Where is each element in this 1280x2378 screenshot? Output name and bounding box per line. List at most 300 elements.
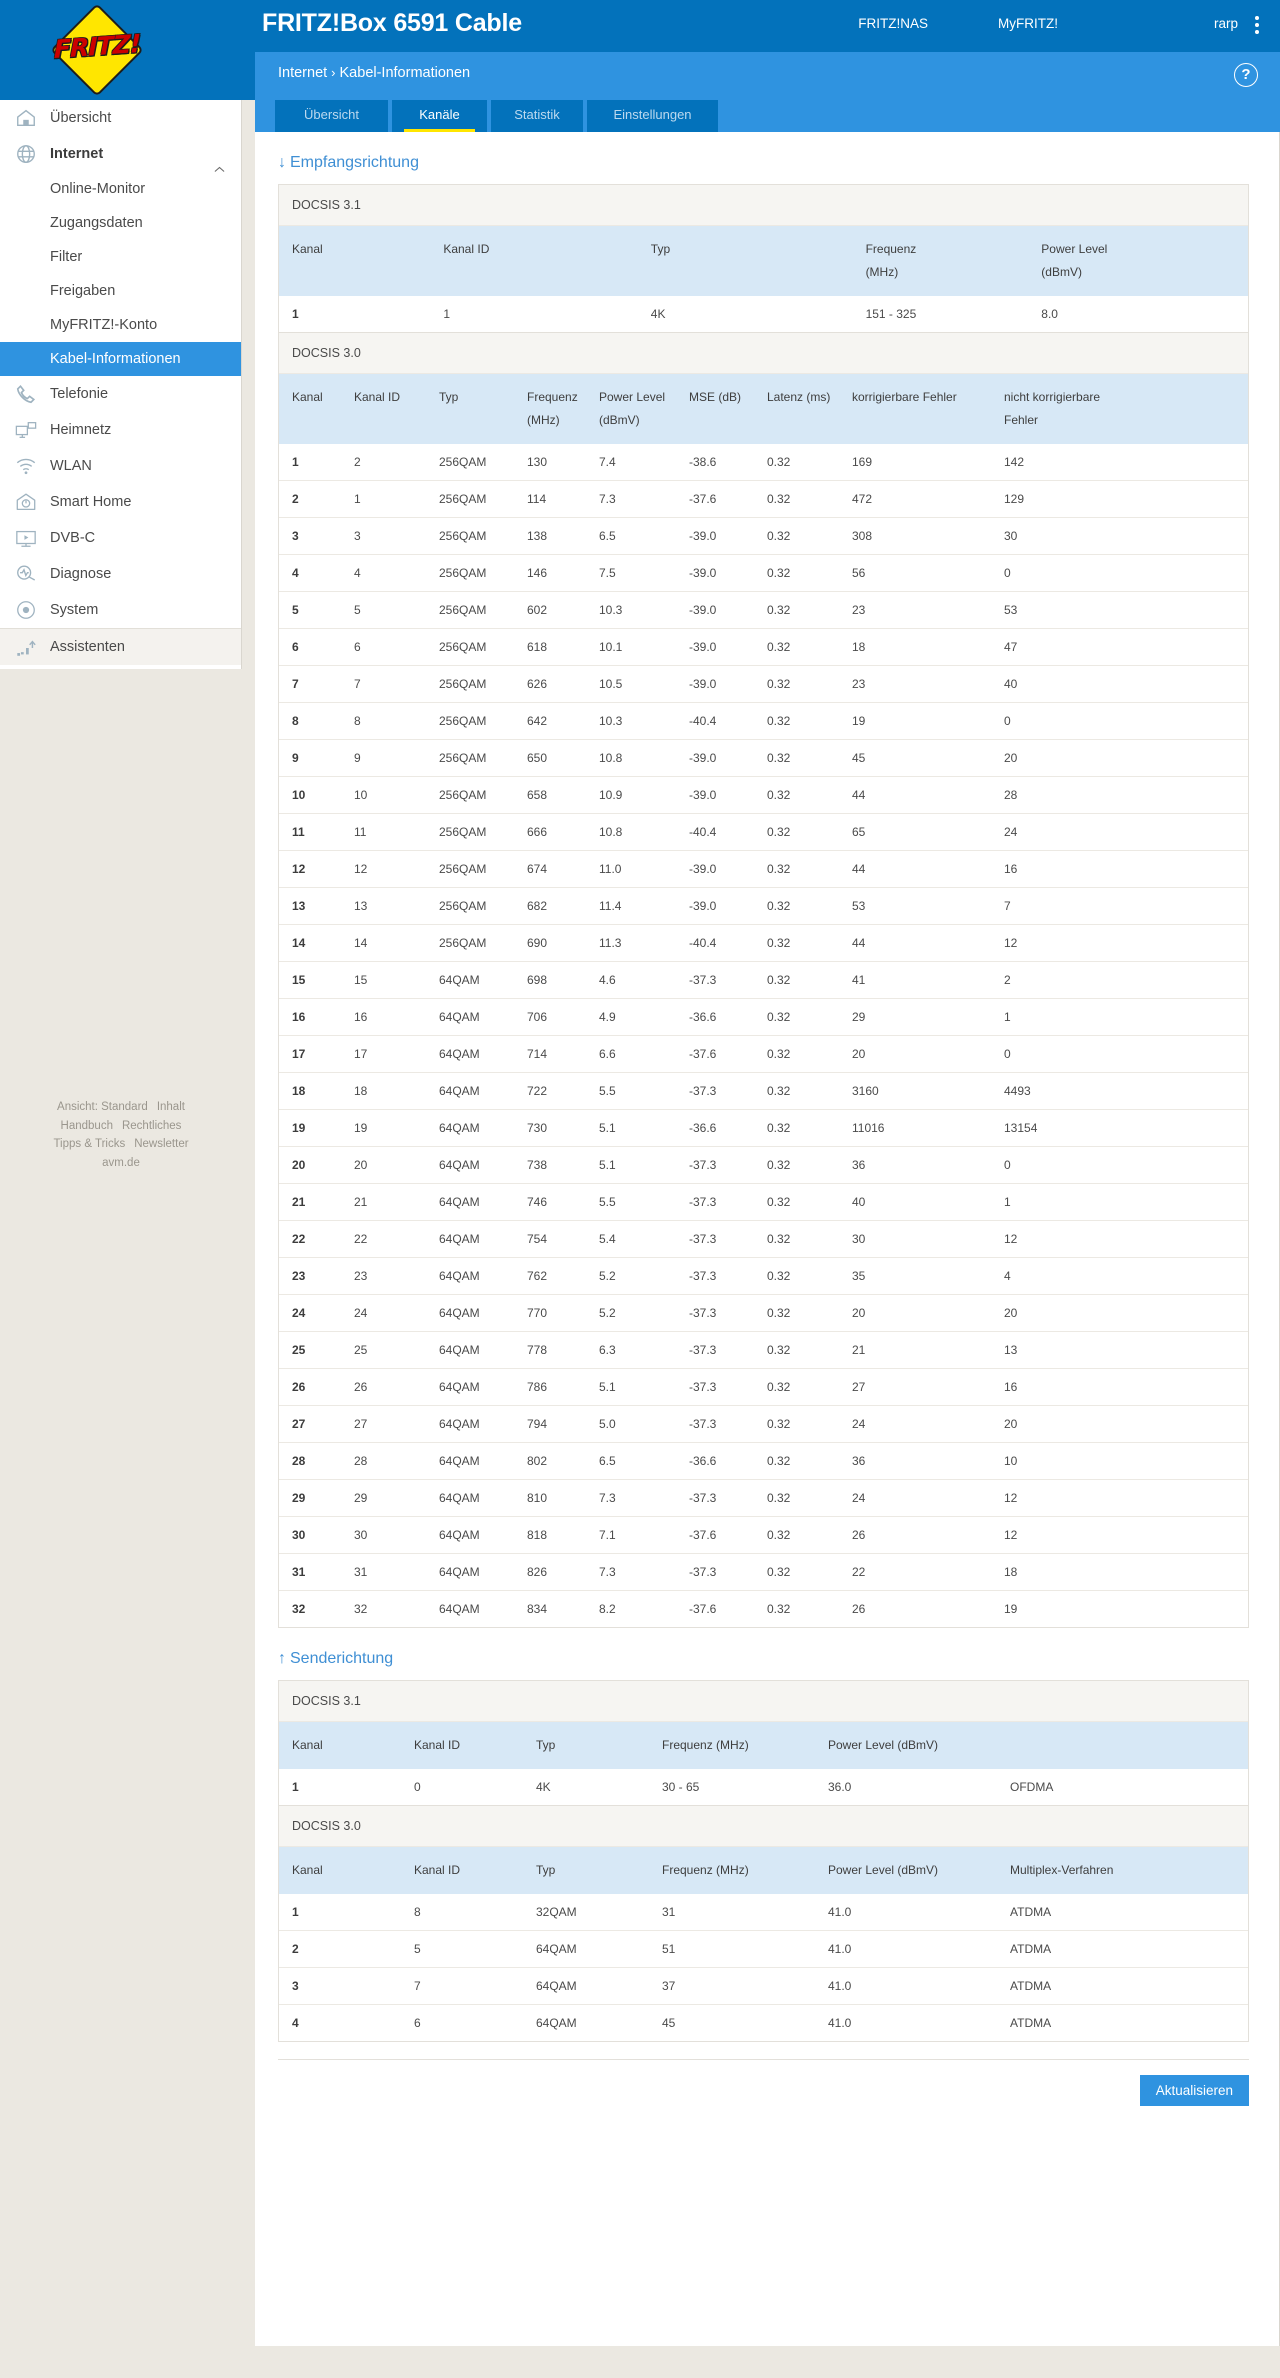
table-row [279,962,1248,999]
cell-channel: 26 [279,1369,341,1406]
chevron-up-icon[interactable] [214,151,225,158]
table-cell: 10.5 [586,666,676,703]
table-cell: OFDMA [1010,1780,1054,1794]
arrow-down-icon: ↓ [278,154,286,171]
table-cell: 15 [341,962,426,999]
cell-channel: 14 [279,925,341,962]
table-row [279,777,1248,814]
cell-channel: 15 [279,962,341,999]
table-cell: 618 [514,629,586,666]
refresh-button[interactable]: Aktualisieren [1140,2075,1249,2106]
sidebar-item-kabel-informationen[interactable]: Kabel-Informationen [0,342,241,376]
table-cell: 44 [839,851,991,888]
magnifier-icon [15,563,37,585]
table-header-row [279,1847,1248,1894]
table-cell: -37.3 [676,1295,754,1332]
table-cell: 5.2 [586,1258,676,1295]
table-cell: 13 [991,1332,1248,1369]
tab-einstellungen[interactable]: Einstellungen [587,100,718,132]
table-row [279,1073,1248,1110]
table-cell: 51 [649,1931,815,1968]
column-header [523,1722,649,1769]
arrow-up-icon: ↑ [278,1650,286,1667]
cell-channel: 9 [279,740,341,777]
table-cell: 10.8 [586,814,676,851]
table-cell: 18 [839,629,991,666]
tab-bar [255,100,1280,132]
sidebar-item-zugangsdaten[interactable]: Zugangsdaten [50,215,143,231]
table-cell: 0 [991,703,1248,740]
table-body [279,1769,1248,1805]
table-cell: 64QAM [426,1480,514,1517]
table-cell: -37.6 [676,1036,754,1073]
table-cell: 690 [514,925,586,962]
column-header [649,1722,815,1769]
table-cell: 0.32 [754,1332,839,1369]
tab-kanaele[interactable]: Kanäle [392,100,487,132]
table-cell: 16 [991,1369,1248,1406]
table-cell: -37.6 [676,1517,754,1554]
column-header [754,374,839,444]
kebab-dot [1255,16,1259,20]
footer-view-label[interactable]: Ansicht: Standard [57,1101,148,1113]
table-cell: 53 [839,888,991,925]
table-cell: 0.32 [754,1110,839,1147]
breadcrumb [278,65,470,81]
table-cell: 0.32 [754,851,839,888]
table-cell: 6.3 [586,1332,676,1369]
main-content [255,132,1280,2346]
sidebar-item-telefonie[interactable] [0,376,241,412]
cell-channel: 6 [279,629,341,666]
table-cell: 0.32 [754,1221,839,1258]
table-cell: -39.0 [676,666,754,703]
table-cell: 256QAM [426,629,514,666]
table-cell: 834 [527,1602,548,1616]
table-cell: 37 [649,1968,815,2005]
column-header-line1: Kanal ID [414,1738,461,1752]
cell-channel: 18 [279,1073,341,1110]
table-cell: 64QAM [426,1554,514,1591]
phone-icon [15,383,37,405]
sidebar-item-system[interactable] [0,592,241,628]
footer-row [0,1154,242,1173]
table-head [279,1722,1248,1769]
table-header-row [279,374,1248,444]
footer-link-newsletter[interactable]: Newsletter [134,1138,189,1150]
table-row [279,1369,1248,1406]
table-cell: 308 [839,518,991,555]
table-cell: 18 [341,1073,426,1110]
table-cell: 0.32 [754,1184,839,1221]
cell-channel: 28 [279,1443,341,1480]
table-cell: 129 [991,481,1248,518]
table-cell: 0.32 [754,1517,839,1554]
table-cell: 0.32 [754,666,839,703]
footer-link-inhalt[interactable]: Inhalt [156,1101,185,1113]
sidebar-item-dvb-c[interactable] [0,520,241,556]
cell-channel: 7 [279,666,341,703]
column-header [586,374,676,444]
table-row [279,1517,1248,1554]
table-row [279,1480,1248,1517]
table-cell: 642 [514,703,586,740]
table-cell: -36.6 [676,1443,754,1480]
assistant-icon [15,637,37,659]
table-row [279,703,1248,740]
footer-link-handbuch[interactable]: Handbuch [60,1119,113,1132]
table-cell: 41.0 [815,1931,997,1968]
table-cell: 19 [341,1110,426,1147]
table-cell: 21 [839,1332,991,1369]
table-cell: 4 [991,1258,1248,1295]
table-cell: 0.32 [754,925,839,962]
table-row [279,481,1248,518]
table-cell: 19 [839,703,991,740]
column-header-line1: Latenz (ms) [767,390,831,404]
table-cell: 41.0 [815,1968,997,2005]
cell-channel: 19 [279,1110,341,1147]
column-header-line1: Frequenz (MHz) [662,1738,749,1752]
column-header-line2: (MHz) [865,265,899,279]
sidebar-item-heimnetz[interactable] [0,412,241,448]
table-cell: 30 [991,518,1248,555]
column-header [279,1722,401,1769]
table-cell: 11 [341,814,426,851]
kebab-menu-icon[interactable] [1255,16,1260,35]
table-row [279,925,1248,962]
sidebar-footer [0,1098,242,1172]
section-title-docsis31-up: DOCSIS 3.1 [279,1681,1248,1722]
table-row [279,1931,1248,1968]
sidebar-item-uebersicht[interactable] [0,100,241,136]
table-cell: 10.9 [586,777,676,814]
table-cell: 5.2 [586,1295,676,1332]
column-header-line2: Fehler [1004,413,1039,427]
column-header [649,1847,815,1894]
table-cell: 169 [839,444,991,481]
table-cell: 24 [839,1480,991,1517]
sidebar-item-filter[interactable]: Filter [50,249,83,265]
sidebar-item-freigaben[interactable]: Freigaben [50,283,116,299]
table-cell: 65 [839,814,991,851]
table-body [279,444,1248,1627]
table-header-row [279,1722,1248,1769]
table-cell: 19 [1004,1602,1018,1616]
column-header [815,1847,997,1894]
table-cell: 64QAM [426,1295,514,1332]
header-link-myfritz[interactable]: MyFRITZ! [998,16,1058,31]
table-cell: 16 [991,851,1248,888]
table-row [279,1591,1248,1628]
table-cell: 64QAM [426,1184,514,1221]
table-cell: 0.32 [754,703,839,740]
cell-channel: 27 [279,1406,341,1443]
table-cell: 0.32 [754,555,839,592]
cell-channel: 1 [292,1780,299,1794]
table-cell: 746 [514,1184,586,1221]
table-cell: 25 [341,1332,426,1369]
table-cell: 8.0 [1041,307,1058,321]
sidebar-item-label: Telefonie [50,386,109,402]
table-cell: 2 [991,962,1248,999]
table-row [279,592,1248,629]
table-cell: 0.32 [754,1406,839,1443]
table-cell: -39.0 [676,851,754,888]
sidebar-item-myfritz-konto[interactable]: MyFRITZ!-Konto [50,317,158,333]
sidebar-item-label: Internet [50,146,104,162]
table-cell: 7.1 [586,1517,676,1554]
table-cell: 26 [839,1517,991,1554]
footer-link-avm-de[interactable]: avm.de [102,1156,140,1169]
downstream-heading-label: Empfangsrichtung [290,154,419,171]
table-cell: 826 [514,1554,586,1591]
table-cell: 64QAM [426,1443,514,1480]
table-cell: 10 [991,1443,1248,1480]
table-cell: 130 [514,444,586,481]
table-cell: 0.32 [754,629,839,666]
footer-row [0,1135,242,1154]
table-cell: 256QAM [426,555,514,592]
column-header [401,1847,523,1894]
table-cell: 0.32 [754,1147,839,1184]
table-cell: 64QAM [426,1258,514,1295]
column-header-line1: Kanal [292,390,323,404]
column-header [676,374,754,444]
table-cell: 45 [662,2016,676,2030]
cell-channel: 20 [279,1147,341,1184]
column-header-line1: nicht korrigierbare [1004,390,1101,404]
table-row [279,814,1248,851]
sidebar-item-smart-home[interactable] [0,484,241,520]
table-cell: 0.32 [754,740,839,777]
table-row [279,1894,1248,1931]
table-cell: 818 [514,1517,586,1554]
column-header [279,1847,401,1894]
table-cell: 20 [991,1295,1248,1332]
cell-channel: 25 [279,1332,341,1369]
table-cell: 13 [341,888,426,925]
table-cell: 738 [514,1147,586,1184]
table-cell: 722 [514,1073,586,1110]
table-cell: 9 [341,740,426,777]
table-cell: -37.3 [676,962,754,999]
table-cell: -37.3 [676,1184,754,1221]
table-cell: 0.32 [754,1073,839,1110]
table-cell: 41.0 [828,2016,852,2030]
header-link-fritznas[interactable]: FRITZ!NAS [858,16,928,31]
header-link-user[interactable]: rarp [1213,16,1238,31]
breadcrumb-separator: › [331,65,336,80]
table-cell: 47 [991,629,1248,666]
table-header-row [279,226,1248,296]
table-cell: 64QAM [523,1968,649,2005]
column-header-line1: Power Level [1041,242,1108,256]
table-cell: ATDMA [997,1931,1248,1968]
table-cell: 0.32 [754,1295,839,1332]
table-cell: 12 [341,851,426,888]
table-cell: 45 [839,740,991,777]
table-cell: 64QAM [523,1931,649,1968]
table-cell: 794 [514,1406,586,1443]
table-cell: -39.0 [676,740,754,777]
table-cell: 1 [991,1184,1248,1221]
table-cell: 29 [341,1480,426,1517]
column-header [523,1847,649,1894]
table-cell: 64QAM [426,1036,514,1073]
table-row [279,1443,1248,1480]
table-cell: 41.0 [815,1894,997,1931]
column-header-line1: Kanal [292,1863,323,1877]
column-header [514,374,586,444]
cell-channel: 21 [279,1184,341,1221]
table-cell: -39.0 [676,592,754,629]
upstream-docsis30-table-wrap [278,1805,1249,2042]
table-cell: 256QAM [426,777,514,814]
table-row [279,999,1248,1036]
table-row [279,1147,1248,1184]
table-cell: -37.3 [676,1221,754,1258]
upstream-heading [278,1650,1279,1668]
column-header [1028,226,1248,296]
table-cell: 11.4 [586,888,676,925]
table-cell: 28 [341,1443,426,1480]
table-cell: 5 [401,1931,523,1968]
table-cell: 770 [514,1295,586,1332]
smarthome-icon [15,491,37,513]
cell-channel: 2 [279,481,341,518]
table-cell: 666 [514,814,586,851]
table-cell: 6.6 [586,1036,676,1073]
table-cell: 6.5 [586,1443,676,1480]
table-cell: -36.6 [676,1110,754,1147]
sidebar-item-wlan[interactable] [0,448,241,484]
table-row [279,2005,1248,2042]
table-cell: 41 [839,962,991,999]
table-cell: 256QAM [426,888,514,925]
tab-statistik[interactable]: Statistik [491,100,583,132]
table-row [279,1769,1248,1805]
sidebar-item-label: System [50,602,99,618]
sidebar-item-label: Übersicht [50,110,112,126]
table-cell: 5 [341,592,426,629]
table-cell: 5.1 [586,1147,676,1184]
table-cell: 256QAM [426,925,514,962]
cell-channel: 23 [279,1258,341,1295]
button-bar [278,2059,1249,2112]
table-cell: 698 [514,962,586,999]
downstream-docsis31-table [279,226,1248,332]
table-cell: 5.1 [586,1369,676,1406]
table-cell: 5.5 [586,1073,676,1110]
help-icon[interactable]: ? [1234,63,1258,87]
table-cell: 4493 [991,1073,1248,1110]
table-cell: 256QAM [426,740,514,777]
column-header-line1: Power Level (dBmV) [828,1863,939,1877]
table-cell: 12 [991,925,1248,962]
column-header-line1: Multiplex-Verfahren [1010,1863,1114,1877]
tab-uebersicht[interactable]: Übersicht [275,100,388,132]
sidebar-item-label: Heimnetz [50,422,112,438]
table-cell: 626 [514,666,586,703]
table-cell: 53 [991,592,1248,629]
table-cell: 256QAM [426,481,514,518]
tv-icon [15,527,37,549]
cell-channel: 31 [279,1554,341,1591]
upstream-docsis31-table [279,1722,1248,1805]
section-title-docsis30-down: DOCSIS 3.0 [279,333,1248,374]
sidebar-item-assistenten[interactable] [0,628,241,665]
table-cell: -37.6 [676,481,754,518]
table-cell: 36 [839,1443,991,1480]
table-body [279,296,1248,332]
table-row [279,740,1248,777]
table-cell: 1 [443,307,451,321]
table-cell: 0.32 [754,1036,839,1073]
table-cell: 7 [401,1968,523,2005]
table-cell: 64QAM [426,1221,514,1258]
column-header [839,374,991,444]
table-cell: 4.6 [586,962,676,999]
table-cell: 0.32 [754,999,839,1036]
sidebar-item-online-monitor[interactable]: Online-Monitor [50,181,146,197]
breadcrumb-root[interactable]: Internet [278,65,328,81]
section-title-docsis30-up: DOCSIS 3.0 [279,1806,1248,1847]
column-header-line1: Typ [536,1738,556,1752]
table-cell: 256QAM [426,814,514,851]
cell-channel: 2 [279,1931,401,1968]
table-cell: 32 [354,1602,368,1616]
cell-channel: 30 [279,1517,341,1554]
table-cell: 10.8 [586,740,676,777]
sidebar-item-label: WLAN [50,458,92,474]
table-cell: 0.32 [754,814,839,851]
table-cell: 802 [514,1443,586,1480]
column-header-line1: Kanal ID [443,242,490,256]
sidebar-item-label: DVB-C [50,530,96,546]
column-header-line1: Kanal ID [414,1863,461,1877]
globe-icon [15,143,37,165]
table-cell: 472 [839,481,991,518]
table-cell: 36 [839,1147,991,1184]
footer-link-tipps-tricks[interactable]: Tipps & Tricks [53,1138,126,1150]
table-row [279,1332,1248,1369]
table-cell: 44 [839,777,991,814]
table-cell: ATDMA [1010,2016,1052,2030]
downstream-docsis30-table-wrap [278,332,1249,1628]
footer-link-rechtliches[interactable]: Rechtliches [121,1119,182,1132]
table-cell: ATDMA [997,1968,1248,2005]
table-body [279,1894,1248,2041]
sidebar-item-diagnose[interactable] [0,556,241,592]
column-header-line2: (dBmV) [599,413,640,427]
table-cell: 35 [839,1258,991,1295]
table-cell: 24 [991,814,1248,851]
sidebar-item-internet[interactable] [0,136,241,172]
network-icon [15,419,37,441]
sidebar [0,100,242,669]
table-cell: 714 [514,1036,586,1073]
table-cell: 64QAM [426,1517,514,1554]
table-cell: 3160 [839,1073,991,1110]
downstream-docsis30-table [279,374,1248,1627]
table-cell: 27 [341,1406,426,1443]
column-header [997,1722,1248,1769]
cell-channel: 24 [279,1295,341,1332]
cell-channel: 16 [279,999,341,1036]
cell-channel: 3 [279,518,341,555]
table-cell: 24 [341,1295,426,1332]
